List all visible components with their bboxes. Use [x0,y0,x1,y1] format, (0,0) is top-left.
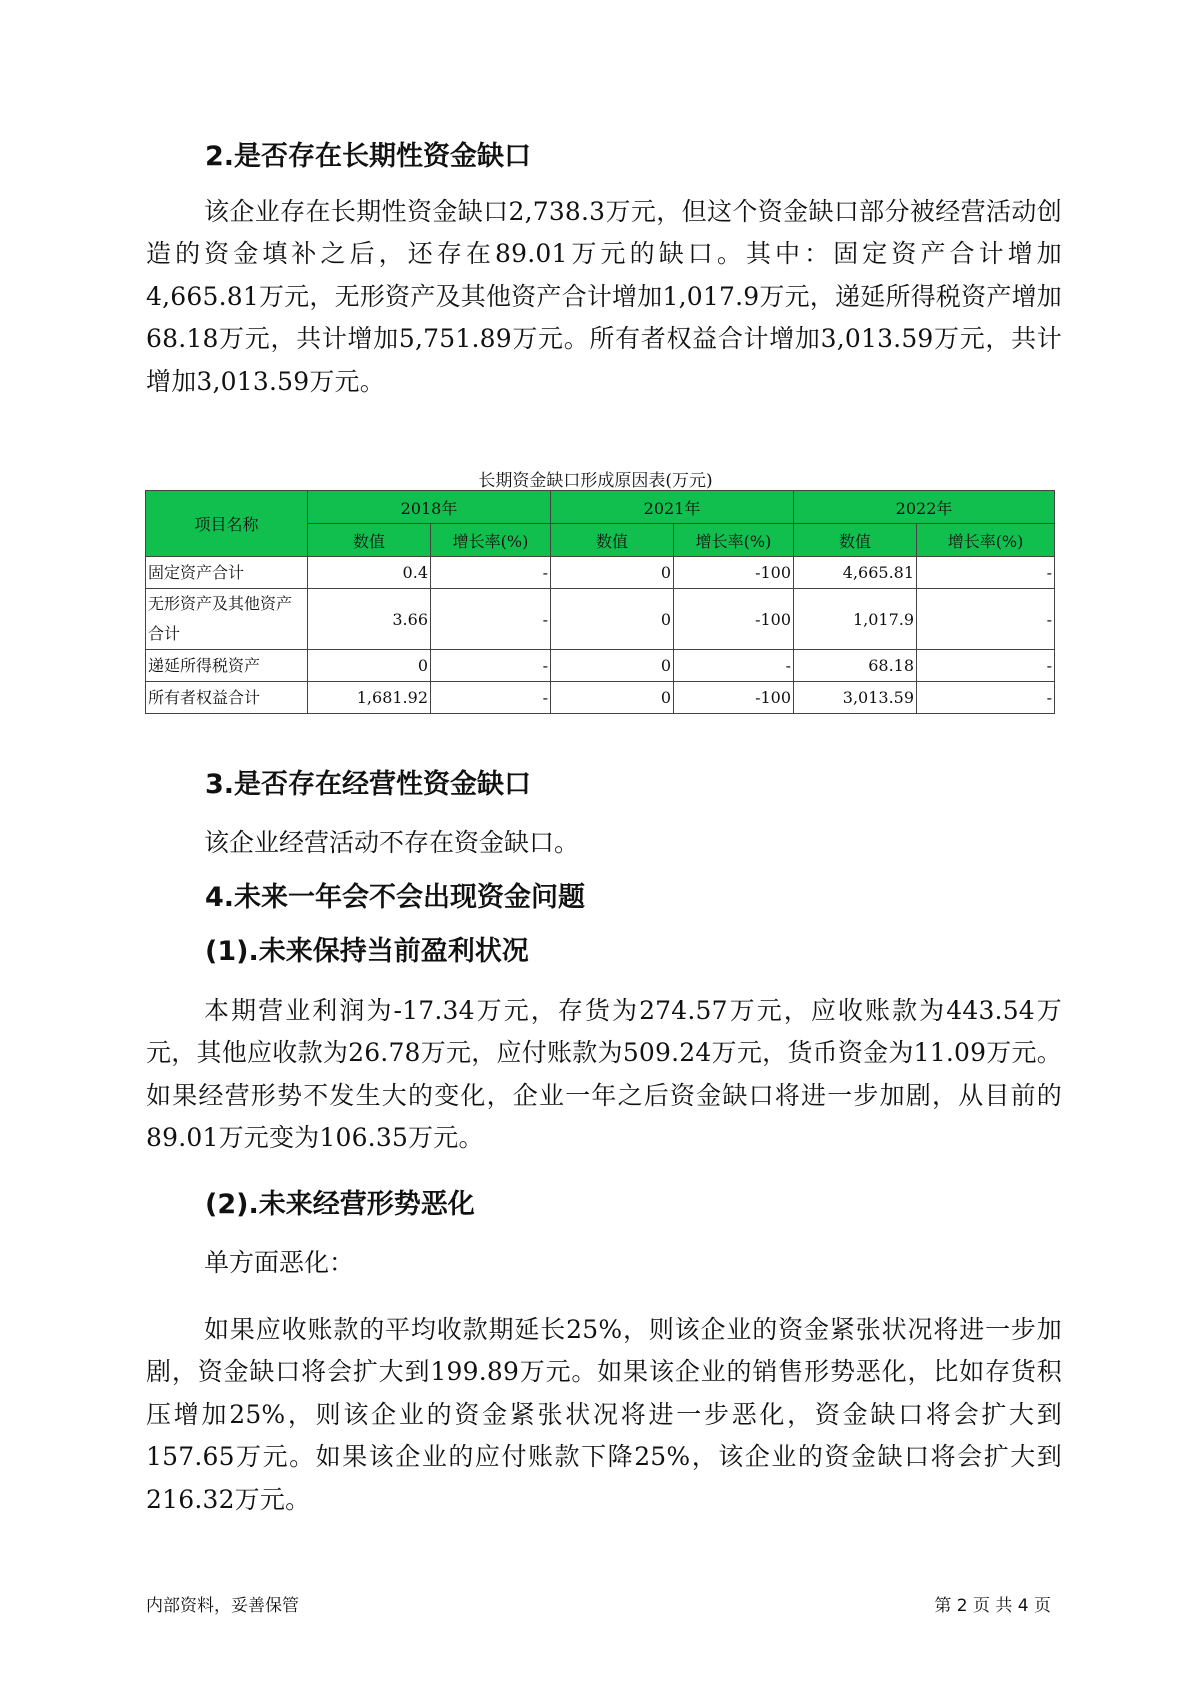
row-label: 递延所得税资产 [146,650,308,682]
row-label: 所有者权益合计 [146,682,308,714]
table-cell: -100 [674,589,794,650]
table-cell: - [431,557,551,589]
table-row [146,682,1055,714]
row-label: 固定资产合计 [146,557,308,589]
subsection-2-paragraph: 如果应收账款的平均收款期延长25%，则该企业的资金紧张状况将进一步加剧，资金缺口将会扩大到199.89万元。如果该企业的销售形势恶化，比如存货积压增加25%，则该企业的资金紧张状况将进一步恶化，资金缺口将会扩大到157.65万元。如果该企业的应付账款下降25%，该企业的资金缺口将会扩大到216.32万元。 [146,1315,1062,1514]
table-cell: 0 [308,650,431,682]
growth-rate-header: 增长率(%) [431,524,551,557]
subsection-2-heading: (2).未来经营形势恶化 [205,1189,475,1220]
table-cell: -100 [674,682,794,714]
table-cell: - [431,650,551,682]
section-2-paragraph: 该企业存在长期性资金缺口2,738.3万元，但这个资金缺口部分被经营活动创造的资金填补之后，还存在89.01万元的缺口。其中：固定资产合计增加4,665.81万元，无形资产及其他资产合计增加1,017.9万元，递延所得税资产增加68.18万元，共计增加5,751.89万元。所有者权益合计增加3,013.59万元，共计增加3,013.59万元。 [146,197,1062,396]
table-cell: - [917,589,1055,650]
value-header: 数值 [551,524,674,557]
table-cell: 0 [551,557,674,589]
table-cell: - [917,557,1055,589]
table-cell: 1,681.92 [308,682,431,714]
year-header-2022: 2022年 [794,491,1055,524]
table-cell: - [431,682,551,714]
growth-rate-header: 增长率(%) [674,524,794,557]
table-cell: 0 [551,650,674,682]
section-4-heading: 4.未来一年会不会出现资金问题 [205,882,586,913]
table-cell: - [917,650,1055,682]
table-cell: 3.66 [308,589,431,650]
table-cell: 0 [551,589,674,650]
value-header: 数值 [794,524,917,557]
table-row [146,557,1055,589]
table-cell: 1,017.9 [794,589,917,650]
table-row [146,589,1055,650]
subsection-1-heading: (1).未来保持当前盈利状况 [205,936,529,967]
table-cell: 0 [551,682,674,714]
table-row [146,650,1055,682]
long-term-gap-table [145,490,1055,714]
section-2-heading: 2.是否存在长期性资金缺口 [205,141,532,172]
growth-rate-header: 增长率(%) [917,524,1055,557]
table-caption: 长期资金缺口形成原因表(万元) [478,471,713,491]
row-label: 无形资产及其他资产合计 [146,589,308,650]
table-cell: - [674,650,794,682]
subsection-1-paragraph: 本期营业利润为-17.34万元，存货为274.57万元，应收账款为443.54万元，其他应收款为26.78万元，应付账款为509.24万元，货币资金为11.09万元。如果经营形势不发生大的变化，企业一年之后资金缺口将进一步加剧，从目前的89.01万元变为106.35万元。 [146,996,1062,1153]
footer-page-number: 第 2 页 共 4 页 [934,1596,1051,1616]
year-header-2021: 2021年 [551,491,794,524]
subsection-2-intro: 单方面恶化： [204,1248,355,1277]
table-cell: -100 [674,557,794,589]
table-cell: 68.18 [794,650,917,682]
table-cell: 4,665.81 [794,557,917,589]
value-header: 数值 [308,524,431,557]
footer-confidential-note: 内部资料，妥善保管 [146,1596,299,1616]
item-name-header: 项目名称 [146,491,308,557]
section-3-paragraph: 该企业经营活动不存在资金缺口。 [204,828,580,857]
table-cell: 0.4 [308,557,431,589]
year-header-2018: 2018年 [308,491,551,524]
section-3-heading: 3.是否存在经营性资金缺口 [205,769,532,800]
table-cell: 3,013.59 [794,682,917,714]
table-cell: - [431,589,551,650]
table-cell: - [917,682,1055,714]
